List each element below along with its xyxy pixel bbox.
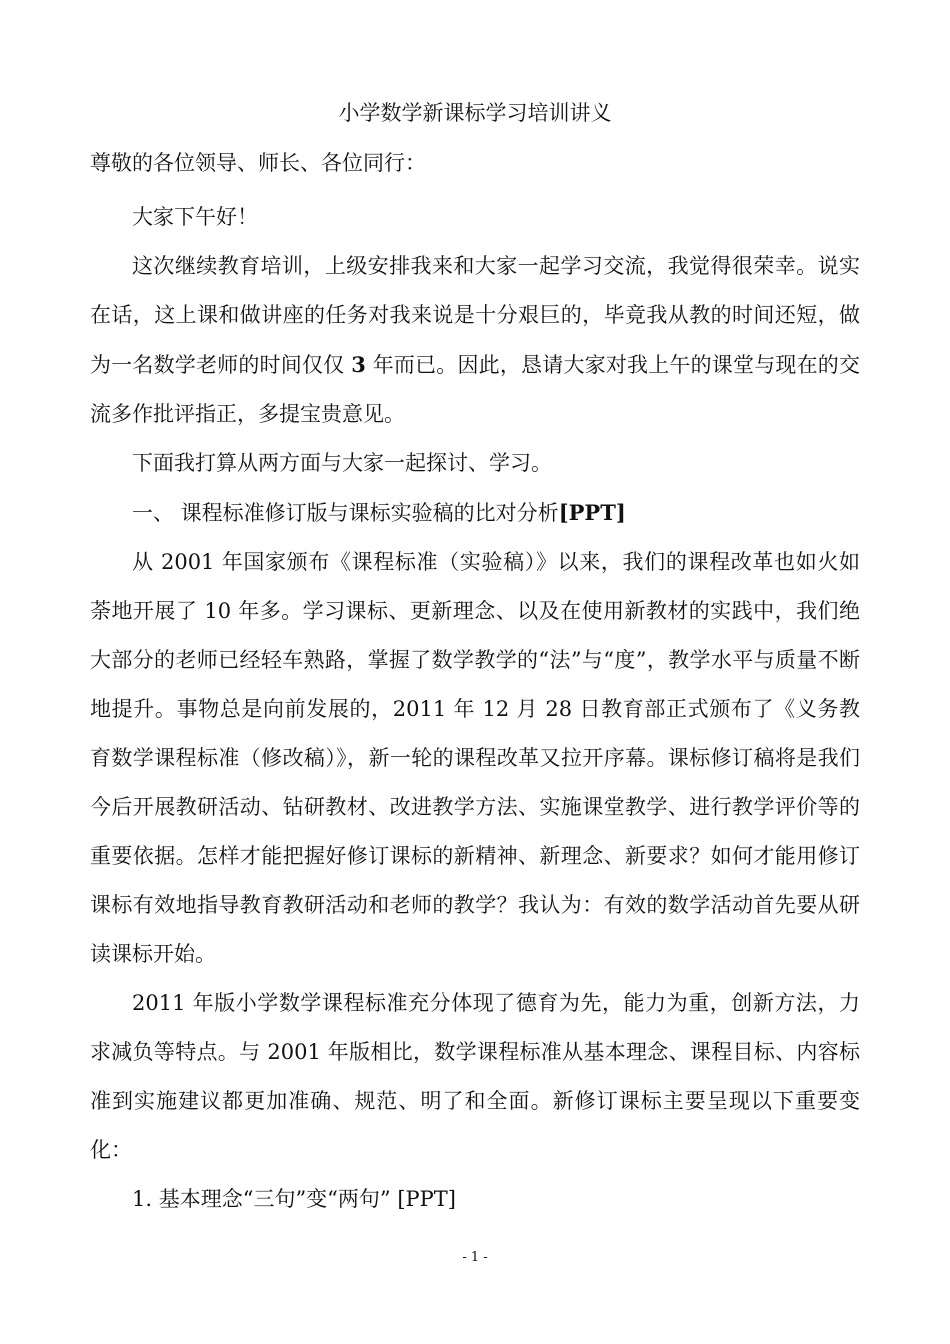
- document-body: [90, 193, 860, 1224]
- section-heading-1-text: 一、 课程标准修订版与课标实验稿的比对分析: [132, 501, 559, 525]
- plan-paragraph: 下面我打算从两方面与大家一起探讨、学习。: [132, 451, 552, 475]
- section-heading-1-ppt: [PPT]: [558, 500, 626, 525]
- greeting-paragraph: 大家下午好！: [132, 205, 258, 229]
- document-title: 小学数学新课标学习培训讲义: [338, 101, 612, 125]
- intro-text-b: 年而已。因此，恳请大家对我上午的课堂与现在的交流多作批评指正，多提宝贵意见。: [90, 353, 860, 426]
- intro-text-a: 这次继续教育培训，上级安排我来和大家一起学习交流，我觉得很荣幸。说实在话，这上课和做讲座的任务对我来说是十分艰巨的，毕竟我从教的时间还短，做为一名数学老师的时间仅仅: [90, 254, 860, 377]
- intro-years-bold: 3: [351, 352, 366, 377]
- intro-paragraph: [90, 242, 860, 439]
- page-number: - 1 -: [462, 1250, 488, 1265]
- list-item-1: 1. 基本理念“三句”变“两句” [PPT]: [132, 1187, 456, 1211]
- features-paragraph: 2011 年版小学数学课程标准充分体现了德育为先，能力为重，创新方法，力求减负等特点。与 2001 年版相比，数学课程标准从基本理念、课程目标、内容标准到实施建议都更加准确、规范、明了和全面。新修订课标主要呈现以下重要变化：: [90, 991, 860, 1162]
- history-paragraph: 从 2001 年国家颁布《课程标准（实验稿）》以来，我们的课程改革也如火如荼地开展了 10 年多。学习课标、更新理念、以及在使用新教材的实践中，我们绝大部分的老师已经轻车熟路，掌握了数学教学的“法”与“度”，教学水平与质量不断地提升。事物总是向前发展的，2011 年 12 月 28 日教育部正式颁布了《义务教育数学课程标准（修改稿）》，新一轮的课程改革又拉开序幕。课标修订稿将是我们今后开展教研活动、钻研教材、改进教学方法、实施课堂教学、进行教学评价等的重要依据。怎样才能把握好修订课标的新精神、新理念、新要求？如何才能用修订课标有效地指导教育教研活动和老师的教学？我认为：有效的数学活动首先要从研读课标开始。: [90, 550, 860, 966]
- salutation: 尊敬的各位领导、师长、各位同行：: [90, 151, 426, 175]
- section-heading-1: [90, 488, 860, 538]
